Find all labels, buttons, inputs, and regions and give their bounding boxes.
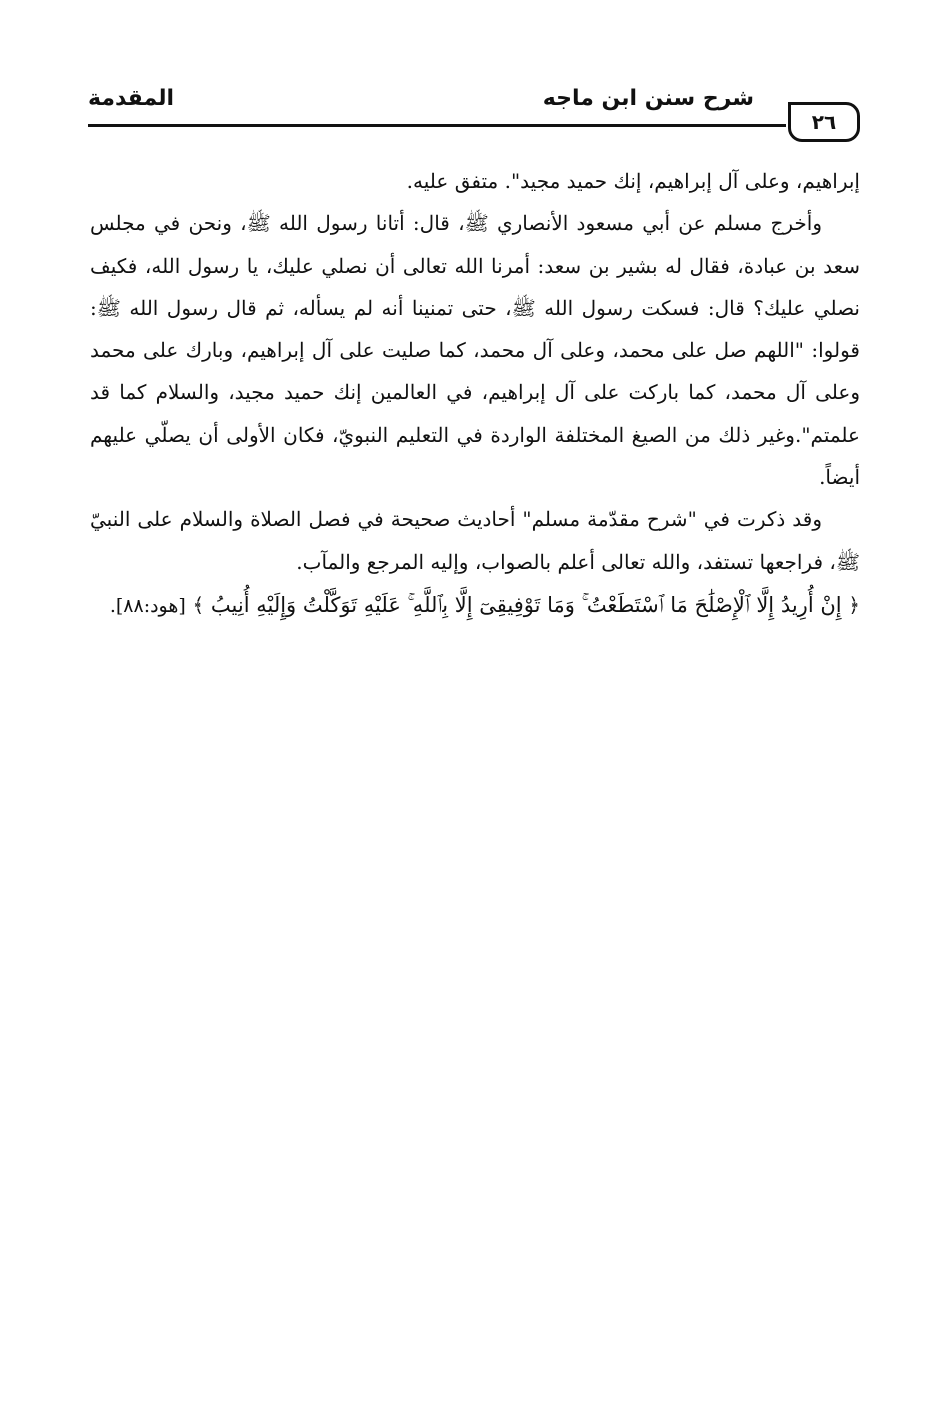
paragraph-hadith: وأخرج مسلم عن أبي مسعود الأنصاري ﷺ، قال: أتانا رسول الله ﷺ، ونحن في مجلس سعد بن عبادة، فقال له بشير بن سعد: أمرنا الله تعالى أن نصلي عليك، يا رسول الله، فكيف نصلي عليك؟ قال: فسكت رسول الله ﷺ، حتى تمنينا أنه لم يسأله، ثم قال رسول الله ﷺ: قولوا: "اللهم صل على محمد، وعلى آل محمد، كما صليت على آل إبراهيم، وبارك على محمد وعلى آل محمد، كما باركت على آل إبراهيم، في العالمين إنك حميد مجيد، والسلام كما قد علمتم".وغير ذلك من الصيغ المختلفة الواردة في التعليم النبويّ، فكان الأولى أن يصلّي عليهم أيضاً. — [90, 211, 860, 490]
page-body — [90, 160, 860, 628]
page-number-box — [788, 102, 860, 142]
quran-verse-block — [90, 583, 860, 628]
running-header — [88, 78, 860, 148]
header-rule — [88, 124, 786, 127]
quran-reference: [هود:٨٨]. — [109, 594, 186, 617]
paragraph-continuation: إبراهيم، وعلى آل إبراهيم، إنك حميد مجيد". متفق عليه. — [406, 169, 860, 193]
quran-close-bracket: ﴾ — [192, 592, 205, 617]
quran-open-bracket: ﴿ — [848, 592, 860, 617]
section-title: المقدمة — [88, 86, 175, 111]
quran-verse: إِنْ أُرِيدُ إِلَّا ٱلْإِصْلَٰحَ مَا ٱسْتَطَعْتُ ۚ وَمَا تَوْفِيقِىٓ إِلَّا بِٱللَّهِ ۚ عَلَيْهِ تَوَكَّلْتُ وَإِلَيْهِ أُنِيبُ — [210, 592, 842, 617]
page-number: ٢٦ — [811, 110, 837, 134]
book-title: شرح سنن ابن ماجه — [542, 86, 754, 111]
paragraph-reference: وقد ذكرت في "شرح مقدّمة مسلم" أحاديث صحيحة في فصل الصلاة والسلام على النبيّ ﷺ، فراجعها تستفد، والله تعالى أعلم بالصواب، وإليه المرجع والمآب. — [90, 507, 860, 574]
